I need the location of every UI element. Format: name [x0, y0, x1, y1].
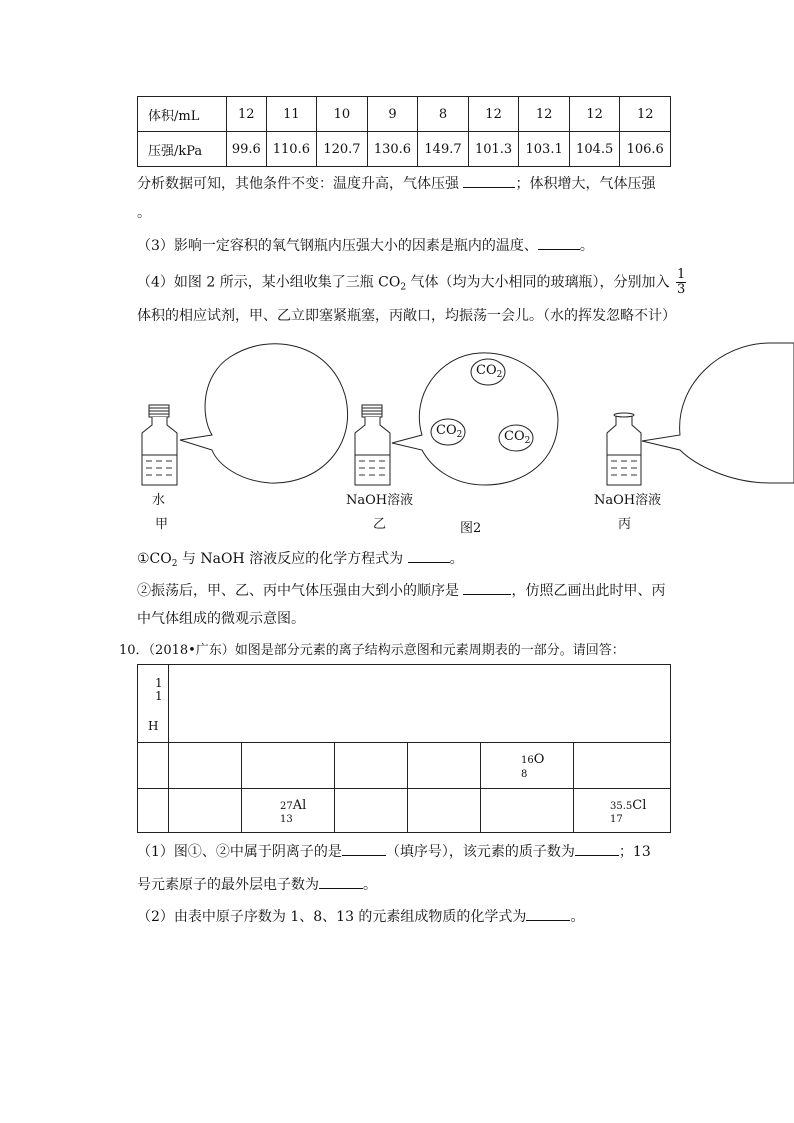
table-header-pressure: 压强/kPa	[138, 132, 227, 167]
table-cell: 12	[620, 97, 671, 132]
bottle-yi-name: 乙	[373, 517, 387, 532]
analysis-line: 分析数据可知，其他条件不变：温度升高，气体压强 ；体积增大，气体压强	[137, 173, 655, 194]
question-4: （4）如图 2 所示，某小组收集了三瓶 $CO_2$ 气体（均为大小相同的玻璃瓶），分别加入 $\frac{1}{3}$	[137, 267, 686, 297]
bottle-jia-name: 甲	[155, 517, 169, 532]
table-cell: 12	[569, 97, 620, 132]
question-10-1: （1）图①、②中属于阴离子的是 （填序号），该元素的质子数为 ；13	[137, 841, 651, 862]
answer-blank[interactable]	[526, 906, 570, 921]
question-3: （3）影响一定容积的氧气钢瓶内压强大小的因素是瓶内的温度、 。	[137, 235, 594, 256]
bottle-bing-reagent: NaOH溶液	[594, 493, 662, 508]
figure-2-caption: 图2	[460, 521, 482, 536]
table-cell: 8	[418, 97, 469, 132]
table-cell: 120.7	[317, 132, 368, 167]
co2-label: $CO_2$	[436, 423, 463, 440]
table-row	[138, 743, 671, 789]
element-cell-al: 27Al 13	[242, 789, 335, 833]
table-header-volume: 体积/mL	[138, 97, 227, 132]
element-cell-o: 16O 8	[481, 743, 574, 789]
answer-blank[interactable]	[408, 548, 450, 563]
question-10-2: （2）由表中原子序数为 1、8、13 的元素组成物质的化学式为 。	[137, 906, 584, 927]
co2-label: $CO_2$	[476, 363, 503, 380]
table-cell: 10	[317, 97, 368, 132]
table-cell: 11	[266, 97, 317, 132]
table-cell: 12	[468, 97, 519, 132]
table-cell: 130.6	[367, 132, 418, 167]
question-10-1-line2: 号元素原子的最外层电子数为 。	[137, 874, 377, 895]
bottle-bing	[607, 343, 794, 485]
answer-blank[interactable]	[463, 580, 511, 595]
answer-blank[interactable]	[342, 841, 386, 856]
table-row	[138, 665, 671, 743]
question-4-1: $①CO_2$ 与 NaOH 溶液反应的化学方程式为 。	[137, 548, 464, 574]
question-4-line2: 体积的相应试剂，甲、乙立即塞紧瓶塞，丙敞口，均振荡一会儿。（水的挥发忽略不计）	[137, 308, 676, 324]
analysis-line-end: 。	[137, 205, 151, 221]
periodic-table-excerpt	[137, 664, 671, 833]
question-4-2-line2: 中气体组成的微观示意图。	[137, 611, 305, 627]
co2-label: $CO_2$	[504, 429, 531, 446]
table-cell: 149.7	[418, 132, 469, 167]
table-cell: 99.6	[227, 132, 267, 167]
element-cell-h: 1 1 H	[138, 665, 169, 743]
fraction-one-third: $\frac{1}{3}$	[677, 267, 686, 297]
bottle-bing-name: 丙	[618, 517, 632, 532]
bottle-jia-reagent: 水	[152, 493, 166, 508]
pressure-volume-table	[137, 96, 671, 167]
table-cell: 9	[367, 97, 418, 132]
answer-blank[interactable]	[463, 173, 515, 188]
table-row	[138, 132, 671, 167]
table-cell: 110.6	[266, 132, 317, 167]
question-4-2: ②振荡后，甲、乙、丙中气体压强由大到小的顺序是 ，仿照乙画出此时甲、丙	[137, 580, 665, 601]
table-cell: 12	[227, 97, 267, 132]
bottle-yi	[355, 353, 558, 485]
table-cell: 103.1	[519, 132, 570, 167]
table-cell: 104.5	[569, 132, 620, 167]
table-cell: 12	[519, 97, 570, 132]
bottle-jia	[142, 344, 348, 485]
element-cell-cl: 35.5Cl 17	[574, 789, 671, 833]
answer-blank[interactable]	[538, 235, 580, 250]
bottle-yi-reagent: NaOH溶液	[346, 493, 414, 508]
table-cell: 106.6	[620, 132, 671, 167]
table-cell: 101.3	[468, 132, 519, 167]
answer-blank[interactable]	[319, 874, 363, 889]
answer-blank[interactable]	[575, 841, 619, 856]
question-10: 10．（2018•广东）如图是部分元素的离子结构示意图和元素周期表的一部分。请回答：	[119, 643, 625, 658]
table-row	[138, 789, 671, 833]
table-row	[138, 97, 671, 132]
